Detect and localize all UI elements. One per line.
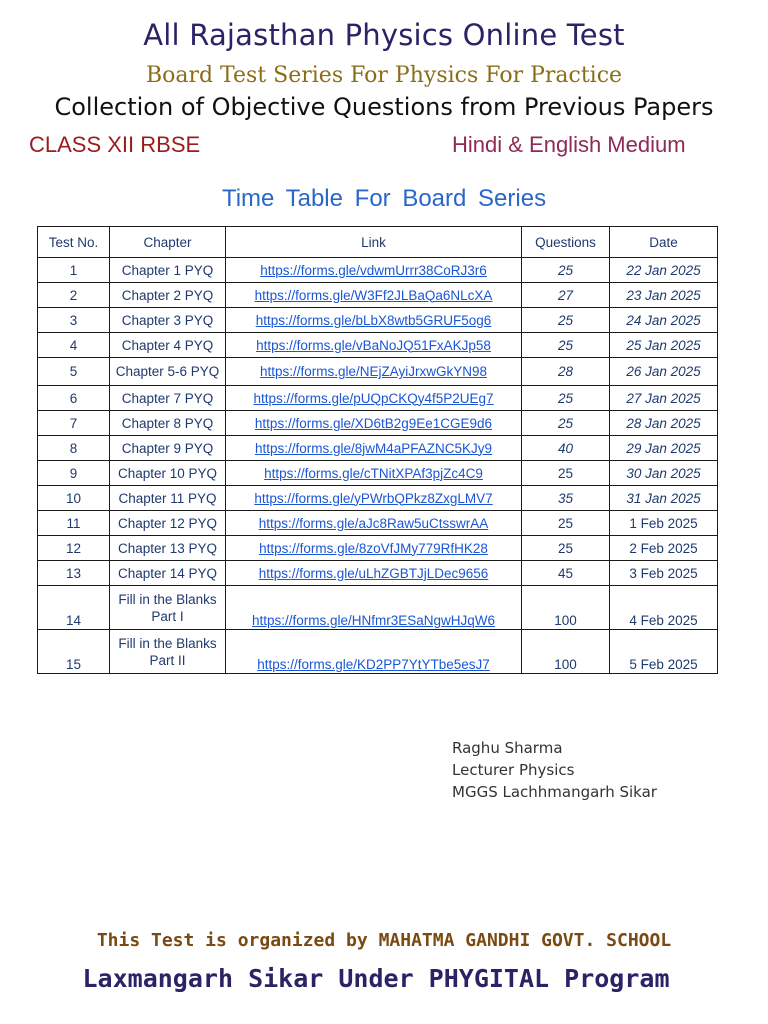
questions-count: 100	[522, 630, 610, 674]
questions-count: 27	[522, 283, 610, 308]
table-row	[38, 511, 718, 536]
test-no: 11	[38, 511, 110, 536]
questions-count: 25	[522, 536, 610, 561]
table-row	[38, 536, 718, 561]
chapter: Chapter 7 PYQ	[110, 386, 226, 411]
test-no: 3	[38, 308, 110, 333]
questions-count: 25	[522, 411, 610, 436]
timetable	[37, 226, 718, 674]
questions-count: 25	[522, 461, 610, 486]
test-date: 4 Feb 2025	[610, 586, 718, 630]
chapter: Chapter 11 PYQ	[110, 486, 226, 511]
chapter-line-2: Part II	[149, 652, 186, 668]
test-no: 8	[38, 436, 110, 461]
test-link[interactable]: https://forms.gle/HNfmr3ESaNgwHJqW6	[251, 613, 496, 628]
table-row	[38, 630, 718, 674]
table-row	[38, 586, 718, 630]
chapter: Chapter 10 PYQ	[110, 461, 226, 486]
test-date: 1 Feb 2025	[610, 511, 718, 536]
signature-school: MGGS Lachhmangarh Sikar	[452, 783, 657, 801]
test-link[interactable]: https://forms.gle/KD2PP7YtYTbe5esJ7	[257, 657, 490, 672]
class-label: CLASS XII RBSE	[29, 132, 201, 157]
test-no: 10	[38, 486, 110, 511]
table-row	[38, 461, 718, 486]
column-header-chapter: Chapter	[110, 227, 226, 258]
questions-count: 28	[522, 358, 610, 386]
table-row	[38, 258, 718, 283]
page-title: All Rajasthan Physics Online Test	[143, 18, 625, 52]
column-header-test-no: Test No.	[38, 227, 110, 258]
test-link[interactable]: https://forms.gle/vBaNoJQ51FxAKJp58	[256, 337, 491, 353]
test-date: 25 Jan 2025	[610, 333, 718, 358]
test-date: 23 Jan 2025	[610, 283, 718, 308]
questions-count: 40	[522, 436, 610, 461]
questions-count: 100	[522, 586, 610, 630]
chapter: Chapter 4 PYQ	[110, 333, 226, 358]
timetable-heading: Time Table For Board Series	[221, 185, 547, 212]
test-date: 5 Feb 2025	[610, 630, 718, 674]
table-row	[38, 333, 718, 358]
test-no: 2	[38, 283, 110, 308]
column-header-date: Date	[610, 227, 718, 258]
chapter: Chapter 13 PYQ	[110, 536, 226, 561]
test-date: 22 Jan 2025	[610, 258, 718, 283]
table-row	[38, 358, 718, 386]
test-no: 14	[38, 586, 110, 630]
test-date: 26 Jan 2025	[610, 358, 718, 386]
chapter	[110, 586, 226, 630]
test-date: 27 Jan 2025	[610, 386, 718, 411]
chapter: Chapter 8 PYQ	[110, 411, 226, 436]
chapter: Chapter 3 PYQ	[110, 308, 226, 333]
questions-count: 45	[522, 561, 610, 586]
chapter-line-1: Fill in the Blanks	[118, 591, 217, 607]
test-link[interactable]: https://forms.gle/pUQpCKQy4f5P2UEg7	[253, 390, 494, 406]
chapter: Chapter 14 PYQ	[110, 561, 226, 586]
chapter: Chapter 9 PYQ	[110, 436, 226, 461]
test-no: 4	[38, 333, 110, 358]
test-date: 3 Feb 2025	[610, 561, 718, 586]
test-date: 30 Jan 2025	[610, 461, 718, 486]
chapter: Chapter 12 PYQ	[110, 511, 226, 536]
test-link[interactable]: https://forms.gle/aJc8Raw5uCtsswrAA	[258, 515, 489, 531]
test-no: 15	[38, 630, 110, 674]
chapter: Chapter 5-6 PYQ	[110, 358, 226, 386]
signature-name: Raghu Sharma	[452, 739, 563, 757]
medium-label: Hindi & English Medium	[452, 132, 686, 157]
test-no: 1	[38, 258, 110, 283]
questions-count: 35	[522, 486, 610, 511]
questions-count: 25	[522, 386, 610, 411]
test-date: 24 Jan 2025	[610, 308, 718, 333]
table-header-row	[38, 227, 718, 258]
test-no: 6	[38, 386, 110, 411]
test-link[interactable]: https://forms.gle/cTNitXPAf3pjZc4C9	[264, 465, 483, 481]
table-row	[38, 283, 718, 308]
table-row	[38, 411, 718, 436]
table-row	[38, 561, 718, 586]
test-date: 28 Jan 2025	[610, 411, 718, 436]
questions-count: 25	[522, 333, 610, 358]
test-link[interactable]: https://forms.gle/W3Ff2JLBaQa6NLcXA	[254, 287, 493, 303]
test-no: 5	[38, 358, 110, 386]
chapter-line-2: Part I	[151, 608, 184, 624]
test-link[interactable]: https://forms.gle/8jwM4aPFAZNC5KJy9	[254, 440, 493, 456]
table-row	[38, 486, 718, 511]
table-row	[38, 436, 718, 461]
column-header-questions: Questions	[522, 227, 610, 258]
test-link[interactable]: https://forms.gle/uLhZGBTJjLDec9656	[258, 565, 489, 581]
test-date: 31 Jan 2025	[610, 486, 718, 511]
footer-organizer: This Test is organized by MAHATMA GANDHI GOVT. SCHOOL	[96, 930, 672, 951]
questions-count: 25	[522, 308, 610, 333]
test-link[interactable]: https://forms.gle/yPWrbQPkz8ZxgLMV7	[254, 490, 493, 506]
test-link[interactable]: https://forms.gle/XD6tB2g9Ee1CGE9d6	[254, 415, 493, 431]
chapter: Chapter 2 PYQ	[110, 283, 226, 308]
test-link[interactable]: https://forms.gle/NEjZAyiJrxwGkYN98	[259, 364, 488, 379]
test-no: 9	[38, 461, 110, 486]
table-row	[38, 308, 718, 333]
test-link[interactable]: https://forms.gle/8zoVfJMy779RfHK28	[259, 540, 488, 556]
test-date: 2 Feb 2025	[610, 536, 718, 561]
page-subtitle: Board Test Series For Physics For Practice	[145, 63, 623, 88]
chapter-line-1: Fill in the Blanks	[118, 635, 217, 651]
chapter: Chapter 1 PYQ	[110, 258, 226, 283]
column-header-link: Link	[226, 227, 522, 258]
test-no: 7	[38, 411, 110, 436]
signature-designation: Lecturer Physics	[452, 761, 575, 779]
test-link[interactable]: https://forms.gle/vdwmUrrr38CoRJ3r6	[260, 262, 487, 278]
chapter	[110, 630, 226, 674]
questions-count: 25	[522, 511, 610, 536]
test-no: 13	[38, 561, 110, 586]
test-date: 29 Jan 2025	[610, 436, 718, 461]
signature-block	[452, 737, 657, 803]
footer-program: Laxmangarh Sikar Under PHYGITAL Program	[82, 964, 670, 993]
collection-heading: Collection of Objective Questions from Previous Papers	[54, 93, 714, 121]
test-link[interactable]: https://forms.gle/bLbX8wtb5GRUF5og6	[255, 312, 492, 328]
test-no: 12	[38, 536, 110, 561]
questions-count: 25	[522, 258, 610, 283]
table-row	[38, 386, 718, 411]
